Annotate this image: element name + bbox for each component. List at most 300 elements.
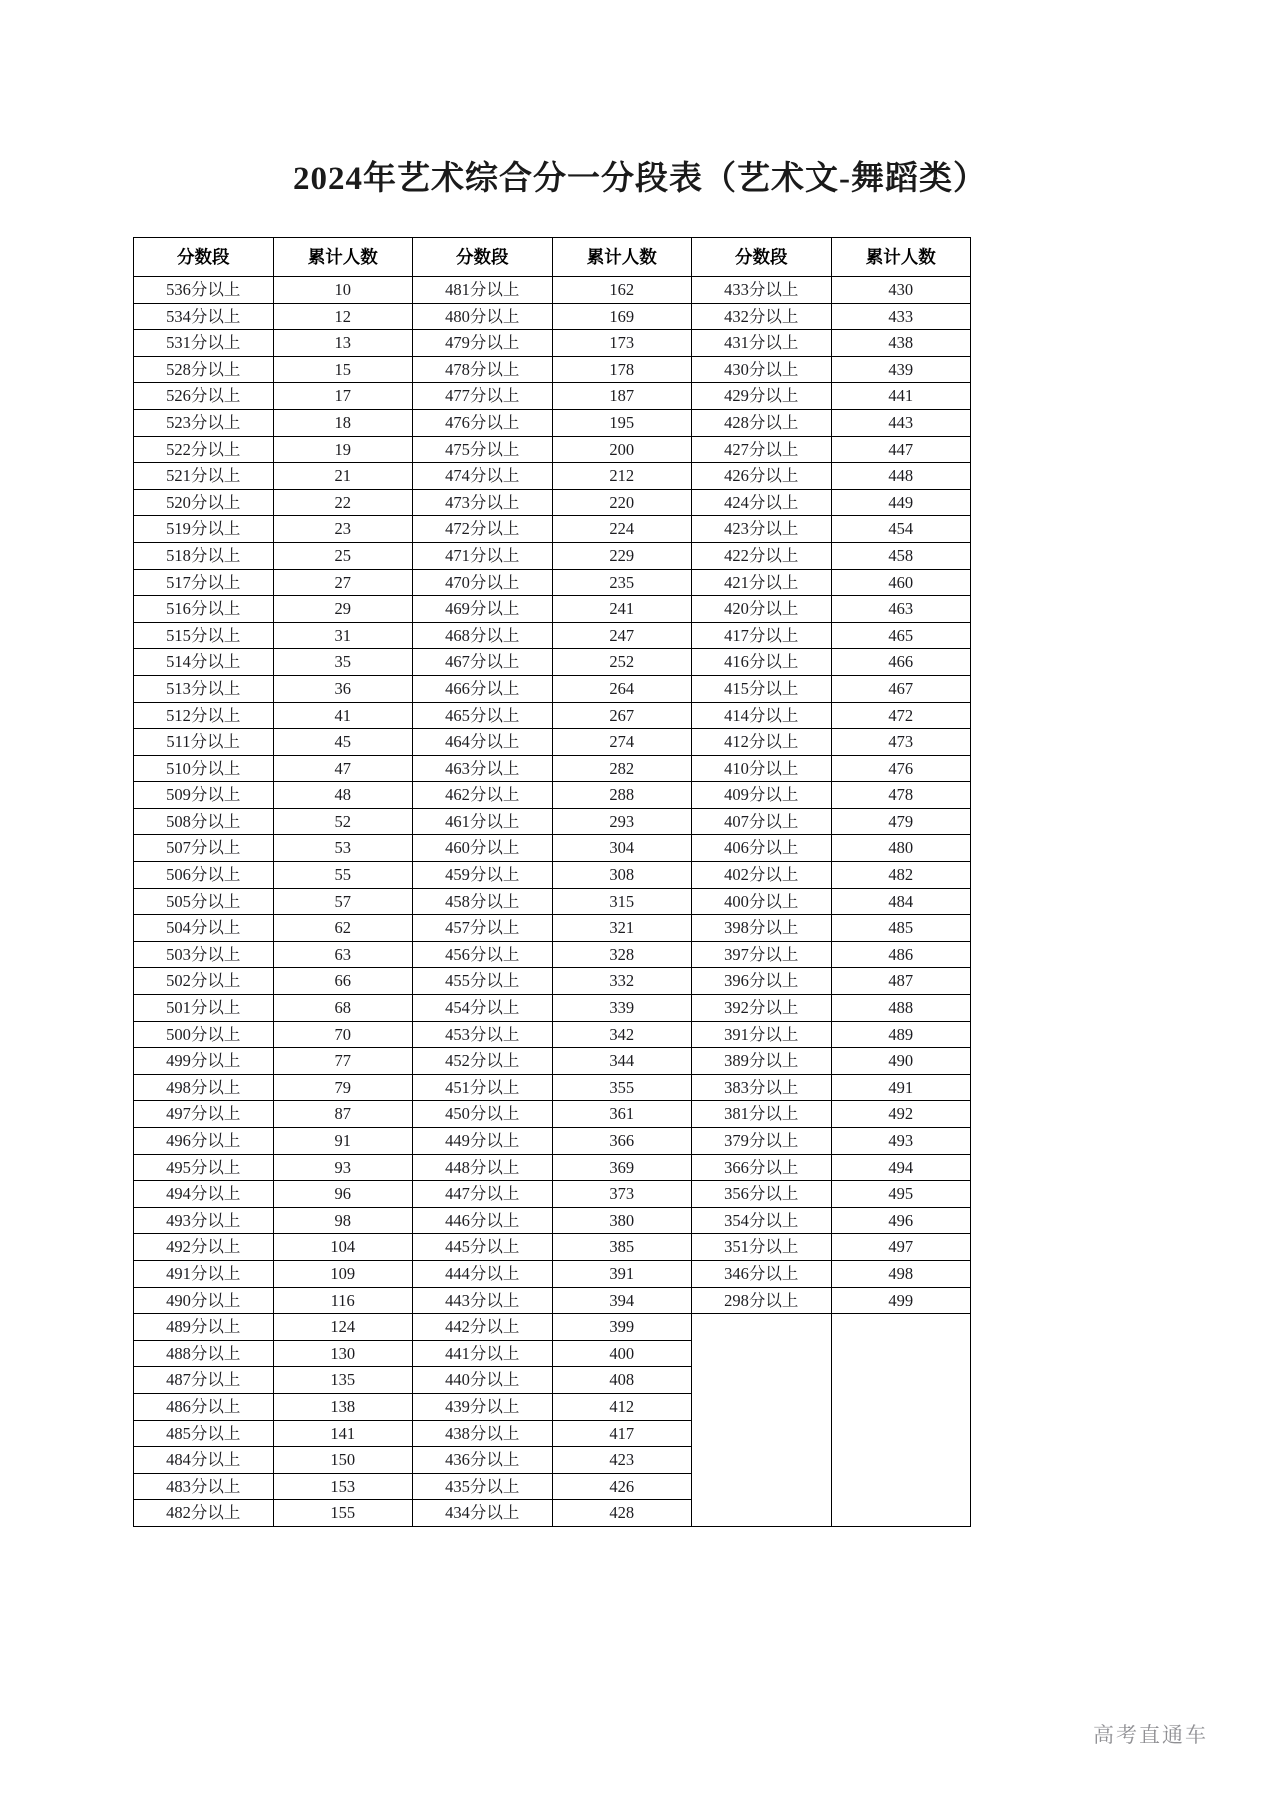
cell-score-range: 534分以上 [134, 303, 274, 330]
cell-score-range: 470分以上 [413, 569, 553, 596]
cell-cumulative-count: 441 [831, 383, 971, 410]
cell-score-range: 472分以上 [413, 516, 553, 543]
cell-cumulative-count [831, 1314, 971, 1341]
cell-score-range: 417分以上 [692, 622, 832, 649]
table-row [134, 1393, 971, 1420]
cell-cumulative-count: 473 [831, 729, 971, 756]
table-row [134, 542, 971, 569]
cell-score-range: 438分以上 [413, 1420, 553, 1447]
table-row [134, 1181, 971, 1208]
cell-score-range: 381分以上 [692, 1101, 832, 1128]
cell-score-range [692, 1473, 832, 1500]
cell-cumulative-count: 55 [273, 862, 413, 889]
cell-cumulative-count: 304 [552, 835, 692, 862]
cell-score-range: 497分以上 [134, 1101, 274, 1128]
cell-score-range: 440分以上 [413, 1367, 553, 1394]
cell-score-range: 356分以上 [692, 1181, 832, 1208]
cell-cumulative-count: 138 [273, 1393, 413, 1420]
table-row [134, 516, 971, 543]
cell-cumulative-count: 48 [273, 782, 413, 809]
cell-score-range: 434分以上 [413, 1500, 553, 1527]
cell-score-range: 451分以上 [413, 1074, 553, 1101]
table-row [134, 995, 971, 1022]
cell-cumulative-count: 447 [831, 436, 971, 463]
cell-cumulative-count: 109 [273, 1260, 413, 1287]
cell-score-range: 465分以上 [413, 702, 553, 729]
cell-cumulative-count: 47 [273, 755, 413, 782]
cell-score-range: 513分以上 [134, 675, 274, 702]
cell-cumulative-count: 488 [831, 995, 971, 1022]
cell-cumulative-count: 23 [273, 516, 413, 543]
cell-score-range: 500分以上 [134, 1021, 274, 1048]
cell-score-range: 504分以上 [134, 915, 274, 942]
cell-cumulative-count: 489 [831, 1021, 971, 1048]
cell-cumulative-count: 116 [273, 1287, 413, 1314]
cell-score-range: 487分以上 [134, 1367, 274, 1394]
cell-cumulative-count: 169 [552, 303, 692, 330]
cell-cumulative-count: 178 [552, 356, 692, 383]
cell-cumulative-count: 153 [273, 1473, 413, 1500]
cell-cumulative-count: 443 [831, 409, 971, 436]
cell-cumulative-count: 293 [552, 808, 692, 835]
cell-score-range: 416分以上 [692, 649, 832, 676]
cell-cumulative-count: 68 [273, 995, 413, 1022]
cell-score-range: 391分以上 [692, 1021, 832, 1048]
cell-cumulative-count: 162 [552, 277, 692, 304]
column-header-count-3: 累计人数 [831, 238, 971, 277]
cell-score-range: 431分以上 [692, 330, 832, 357]
cell-cumulative-count: 41 [273, 702, 413, 729]
cell-cumulative-count: 328 [552, 941, 692, 968]
table-row [134, 862, 971, 889]
cell-cumulative-count: 438 [831, 330, 971, 357]
cell-cumulative-count: 173 [552, 330, 692, 357]
cell-score-range: 458分以上 [413, 888, 553, 915]
cell-score-range: 521分以上 [134, 463, 274, 490]
cell-cumulative-count: 25 [273, 542, 413, 569]
cell-cumulative-count: 36 [273, 675, 413, 702]
cell-cumulative-count [831, 1367, 971, 1394]
cell-score-range: 511分以上 [134, 729, 274, 756]
cell-score-range: 516分以上 [134, 596, 274, 623]
cell-score-range: 444分以上 [413, 1260, 553, 1287]
table-row [134, 1074, 971, 1101]
cell-score-range: 428分以上 [692, 409, 832, 436]
cell-score-range: 489分以上 [134, 1314, 274, 1341]
cell-cumulative-count: 484 [831, 888, 971, 915]
cell-cumulative-count: 195 [552, 409, 692, 436]
cell-score-range: 298分以上 [692, 1287, 832, 1314]
table-row [134, 1048, 971, 1075]
table-row [134, 888, 971, 915]
cell-score-range: 518分以上 [134, 542, 274, 569]
cell-score-range: 493分以上 [134, 1207, 274, 1234]
cell-score-range: 422分以上 [692, 542, 832, 569]
cell-cumulative-count: 53 [273, 835, 413, 862]
table-row [134, 808, 971, 835]
cell-score-range: 456分以上 [413, 941, 553, 968]
cell-score-range: 509分以上 [134, 782, 274, 809]
cell-score-range: 433分以上 [692, 277, 832, 304]
cell-cumulative-count: 18 [273, 409, 413, 436]
cell-score-range: 427分以上 [692, 436, 832, 463]
cell-score-range: 485分以上 [134, 1420, 274, 1447]
cell-cumulative-count: 426 [552, 1473, 692, 1500]
table-row [134, 1234, 971, 1261]
cell-score-range: 486分以上 [134, 1393, 274, 1420]
cell-cumulative-count: 342 [552, 1021, 692, 1048]
cell-score-range: 517分以上 [134, 569, 274, 596]
table-row [134, 1367, 971, 1394]
cell-cumulative-count: 491 [831, 1074, 971, 1101]
cell-cumulative-count: 66 [273, 968, 413, 995]
table-row [134, 1473, 971, 1500]
table-row [134, 1128, 971, 1155]
cell-score-range: 510分以上 [134, 755, 274, 782]
cell-score-range: 400分以上 [692, 888, 832, 915]
cell-cumulative-count: 12 [273, 303, 413, 330]
table-row [134, 1287, 971, 1314]
cell-cumulative-count: 332 [552, 968, 692, 995]
cell-cumulative-count: 344 [552, 1048, 692, 1075]
cell-score-range: 402分以上 [692, 862, 832, 889]
cell-cumulative-count: 476 [831, 755, 971, 782]
cell-cumulative-count: 17 [273, 383, 413, 410]
cell-score-range: 483分以上 [134, 1473, 274, 1500]
cell-cumulative-count: 465 [831, 622, 971, 649]
cell-score-range: 512分以上 [134, 702, 274, 729]
cell-cumulative-count: 155 [273, 1500, 413, 1527]
cell-cumulative-count: 494 [831, 1154, 971, 1181]
cell-score-range: 496分以上 [134, 1128, 274, 1155]
cell-score-range: 379分以上 [692, 1128, 832, 1155]
column-header-range-1: 分数段 [134, 238, 274, 277]
cell-score-range: 447分以上 [413, 1181, 553, 1208]
cell-cumulative-count: 497 [831, 1234, 971, 1261]
table-row [134, 1101, 971, 1128]
cell-score-range: 469分以上 [413, 596, 553, 623]
cell-cumulative-count: 288 [552, 782, 692, 809]
cell-score-range: 523分以上 [134, 409, 274, 436]
cell-score-range: 448分以上 [413, 1154, 553, 1181]
cell-score-range: 460分以上 [413, 835, 553, 862]
cell-score-range [692, 1367, 832, 1394]
cell-score-range: 429分以上 [692, 383, 832, 410]
cell-score-range: 424分以上 [692, 489, 832, 516]
cell-score-range: 479分以上 [413, 330, 553, 357]
cell-cumulative-count: 399 [552, 1314, 692, 1341]
table-body [134, 277, 971, 1527]
cell-cumulative-count: 21 [273, 463, 413, 490]
cell-score-range: 508分以上 [134, 808, 274, 835]
cell-score-range: 415分以上 [692, 675, 832, 702]
table-row [134, 1314, 971, 1341]
cell-score-range: 450分以上 [413, 1101, 553, 1128]
cell-cumulative-count: 496 [831, 1207, 971, 1234]
cell-score-range: 410分以上 [692, 755, 832, 782]
cell-score-range: 366分以上 [692, 1154, 832, 1181]
cell-score-range: 466分以上 [413, 675, 553, 702]
cell-cumulative-count: 130 [273, 1340, 413, 1367]
score-table-container [0, 237, 1280, 1527]
table-row [134, 915, 971, 942]
cell-cumulative-count: 454 [831, 516, 971, 543]
table-row [134, 277, 971, 304]
table-row [134, 782, 971, 809]
cell-score-range: 478分以上 [413, 356, 553, 383]
column-header-count-2: 累计人数 [552, 238, 692, 277]
cell-cumulative-count: 448 [831, 463, 971, 490]
cell-score-range: 463分以上 [413, 755, 553, 782]
cell-score-range: 406分以上 [692, 835, 832, 862]
cell-score-range: 457分以上 [413, 915, 553, 942]
table-row [134, 1260, 971, 1287]
cell-score-range: 452分以上 [413, 1048, 553, 1075]
cell-score-range: 443分以上 [413, 1287, 553, 1314]
cell-cumulative-count: 495 [831, 1181, 971, 1208]
cell-cumulative-count: 321 [552, 915, 692, 942]
cell-cumulative-count: 373 [552, 1181, 692, 1208]
table-row [134, 941, 971, 968]
cell-cumulative-count: 57 [273, 888, 413, 915]
cell-score-range: 536分以上 [134, 277, 274, 304]
cell-cumulative-count: 400 [552, 1340, 692, 1367]
cell-score-range: 522分以上 [134, 436, 274, 463]
cell-score-range: 396分以上 [692, 968, 832, 995]
cell-cumulative-count: 27 [273, 569, 413, 596]
cell-cumulative-count: 187 [552, 383, 692, 410]
cell-cumulative-count: 486 [831, 941, 971, 968]
table-row [134, 702, 971, 729]
cell-cumulative-count: 430 [831, 277, 971, 304]
cell-score-range: 475分以上 [413, 436, 553, 463]
table-row [134, 1447, 971, 1474]
cell-cumulative-count: 267 [552, 702, 692, 729]
cell-cumulative-count: 472 [831, 702, 971, 729]
cell-cumulative-count: 499 [831, 1287, 971, 1314]
cell-score-range: 430分以上 [692, 356, 832, 383]
cell-score-range: 398分以上 [692, 915, 832, 942]
cell-cumulative-count: 91 [273, 1128, 413, 1155]
cell-cumulative-count: 417 [552, 1420, 692, 1447]
cell-score-range: 514分以上 [134, 649, 274, 676]
cell-score-range: 462分以上 [413, 782, 553, 809]
cell-cumulative-count: 229 [552, 542, 692, 569]
cell-score-range: 499分以上 [134, 1048, 274, 1075]
table-header-row [134, 238, 971, 277]
table-row [134, 383, 971, 410]
cell-cumulative-count: 439 [831, 356, 971, 383]
table-row [134, 675, 971, 702]
table-row [134, 356, 971, 383]
cell-cumulative-count: 252 [552, 649, 692, 676]
score-distribution-table [133, 237, 971, 1527]
cell-score-range: 407分以上 [692, 808, 832, 835]
cell-score-range: 484分以上 [134, 1447, 274, 1474]
cell-score-range: 426分以上 [692, 463, 832, 490]
cell-cumulative-count: 70 [273, 1021, 413, 1048]
cell-cumulative-count: 478 [831, 782, 971, 809]
cell-cumulative-count: 241 [552, 596, 692, 623]
cell-score-range: 476分以上 [413, 409, 553, 436]
table-row [134, 1340, 971, 1367]
table-row [134, 649, 971, 676]
cell-cumulative-count: 87 [273, 1101, 413, 1128]
cell-score-range: 473分以上 [413, 489, 553, 516]
cell-cumulative-count: 408 [552, 1367, 692, 1394]
cell-cumulative-count: 29 [273, 596, 413, 623]
cell-score-range: 477分以上 [413, 383, 553, 410]
cell-score-range: 435分以上 [413, 1473, 553, 1500]
table-row [134, 1500, 971, 1527]
cell-score-range: 495分以上 [134, 1154, 274, 1181]
cell-cumulative-count: 235 [552, 569, 692, 596]
table-row [134, 409, 971, 436]
cell-score-range: 449分以上 [413, 1128, 553, 1155]
cell-cumulative-count [831, 1447, 971, 1474]
cell-cumulative-count: 124 [273, 1314, 413, 1341]
table-row [134, 968, 971, 995]
cell-score-range: 498分以上 [134, 1074, 274, 1101]
cell-cumulative-count: 224 [552, 516, 692, 543]
cell-score-range: 389分以上 [692, 1048, 832, 1075]
cell-score-range: 502分以上 [134, 968, 274, 995]
cell-cumulative-count: 490 [831, 1048, 971, 1075]
cell-cumulative-count: 466 [831, 649, 971, 676]
cell-score-range: 481分以上 [413, 277, 553, 304]
cell-cumulative-count [831, 1393, 971, 1420]
cell-cumulative-count: 479 [831, 808, 971, 835]
cell-cumulative-count: 62 [273, 915, 413, 942]
cell-score-range: 439分以上 [413, 1393, 553, 1420]
table-row [134, 303, 971, 330]
table-row [134, 755, 971, 782]
cell-score-range: 528分以上 [134, 356, 274, 383]
table-row [134, 1207, 971, 1234]
cell-cumulative-count: 463 [831, 596, 971, 623]
cell-score-range: 412分以上 [692, 729, 832, 756]
cell-score-range: 507分以上 [134, 835, 274, 862]
cell-score-range: 531分以上 [134, 330, 274, 357]
cell-score-range: 351分以上 [692, 1234, 832, 1261]
cell-cumulative-count: 104 [273, 1234, 413, 1261]
cell-cumulative-count: 485 [831, 915, 971, 942]
cell-cumulative-count: 449 [831, 489, 971, 516]
cell-score-range: 432分以上 [692, 303, 832, 330]
cell-cumulative-count: 10 [273, 277, 413, 304]
cell-score-range: 506分以上 [134, 862, 274, 889]
cell-cumulative-count: 498 [831, 1260, 971, 1287]
cell-cumulative-count: 385 [552, 1234, 692, 1261]
cell-score-range: 491分以上 [134, 1260, 274, 1287]
cell-cumulative-count [831, 1473, 971, 1500]
cell-cumulative-count: 458 [831, 542, 971, 569]
cell-cumulative-count: 487 [831, 968, 971, 995]
table-row [134, 489, 971, 516]
table-row [134, 1420, 971, 1447]
page-title: 2024年艺术综合分一分段表（艺术文-舞蹈类） [293, 161, 987, 197]
cell-cumulative-count: 212 [552, 463, 692, 490]
column-header-range-2: 分数段 [413, 238, 553, 277]
cell-score-range: 488分以上 [134, 1340, 274, 1367]
cell-cumulative-count: 220 [552, 489, 692, 516]
cell-cumulative-count: 150 [273, 1447, 413, 1474]
cell-cumulative-count: 394 [552, 1287, 692, 1314]
cell-cumulative-count: 98 [273, 1207, 413, 1234]
cell-cumulative-count: 282 [552, 755, 692, 782]
cell-score-range: 515分以上 [134, 622, 274, 649]
cell-cumulative-count: 412 [552, 1393, 692, 1420]
cell-cumulative-count: 22 [273, 489, 413, 516]
table-row [134, 1154, 971, 1181]
cell-score-range: 441分以上 [413, 1340, 553, 1367]
cell-cumulative-count: 35 [273, 649, 413, 676]
cell-score-range [692, 1340, 832, 1367]
cell-cumulative-count: 391 [552, 1260, 692, 1287]
cell-score-range: 354分以上 [692, 1207, 832, 1234]
column-header-range-3: 分数段 [692, 238, 832, 277]
cell-score-range: 442分以上 [413, 1314, 553, 1341]
cell-score-range: 467分以上 [413, 649, 553, 676]
cell-cumulative-count: 77 [273, 1048, 413, 1075]
cell-cumulative-count: 467 [831, 675, 971, 702]
cell-cumulative-count: 361 [552, 1101, 692, 1128]
cell-cumulative-count: 428 [552, 1500, 692, 1527]
cell-score-range: 392分以上 [692, 995, 832, 1022]
table-row [134, 463, 971, 490]
cell-score-range: 421分以上 [692, 569, 832, 596]
cell-score-range: 461分以上 [413, 808, 553, 835]
cell-cumulative-count: 264 [552, 675, 692, 702]
cell-cumulative-count: 31 [273, 622, 413, 649]
cell-cumulative-count: 52 [273, 808, 413, 835]
table-row [134, 729, 971, 756]
column-header-count-1: 累计人数 [273, 238, 413, 277]
cell-cumulative-count: 63 [273, 941, 413, 968]
cell-score-range: 446分以上 [413, 1207, 553, 1234]
table-header [134, 238, 971, 277]
cell-score-range: 346分以上 [692, 1260, 832, 1287]
cell-cumulative-count [831, 1340, 971, 1367]
cell-cumulative-count: 308 [552, 862, 692, 889]
table-row [134, 596, 971, 623]
cell-score-range: 492分以上 [134, 1234, 274, 1261]
cell-cumulative-count: 380 [552, 1207, 692, 1234]
table-row [134, 622, 971, 649]
cell-cumulative-count: 480 [831, 835, 971, 862]
cell-cumulative-count: 135 [273, 1367, 413, 1394]
cell-score-range: 471分以上 [413, 542, 553, 569]
cell-score-range [692, 1500, 832, 1527]
cell-cumulative-count: 19 [273, 436, 413, 463]
cell-score-range: 505分以上 [134, 888, 274, 915]
cell-cumulative-count [831, 1420, 971, 1447]
table-row [134, 1021, 971, 1048]
cell-cumulative-count: 247 [552, 622, 692, 649]
cell-score-range: 414分以上 [692, 702, 832, 729]
cell-score-range: 503分以上 [134, 941, 274, 968]
table-row [134, 835, 971, 862]
cell-cumulative-count: 355 [552, 1074, 692, 1101]
cell-cumulative-count: 339 [552, 995, 692, 1022]
cell-score-range: 482分以上 [134, 1500, 274, 1527]
cell-score-range: 383分以上 [692, 1074, 832, 1101]
cell-cumulative-count [831, 1500, 971, 1527]
cell-score-range: 459分以上 [413, 862, 553, 889]
cell-cumulative-count: 433 [831, 303, 971, 330]
cell-cumulative-count: 141 [273, 1420, 413, 1447]
cell-cumulative-count: 13 [273, 330, 413, 357]
